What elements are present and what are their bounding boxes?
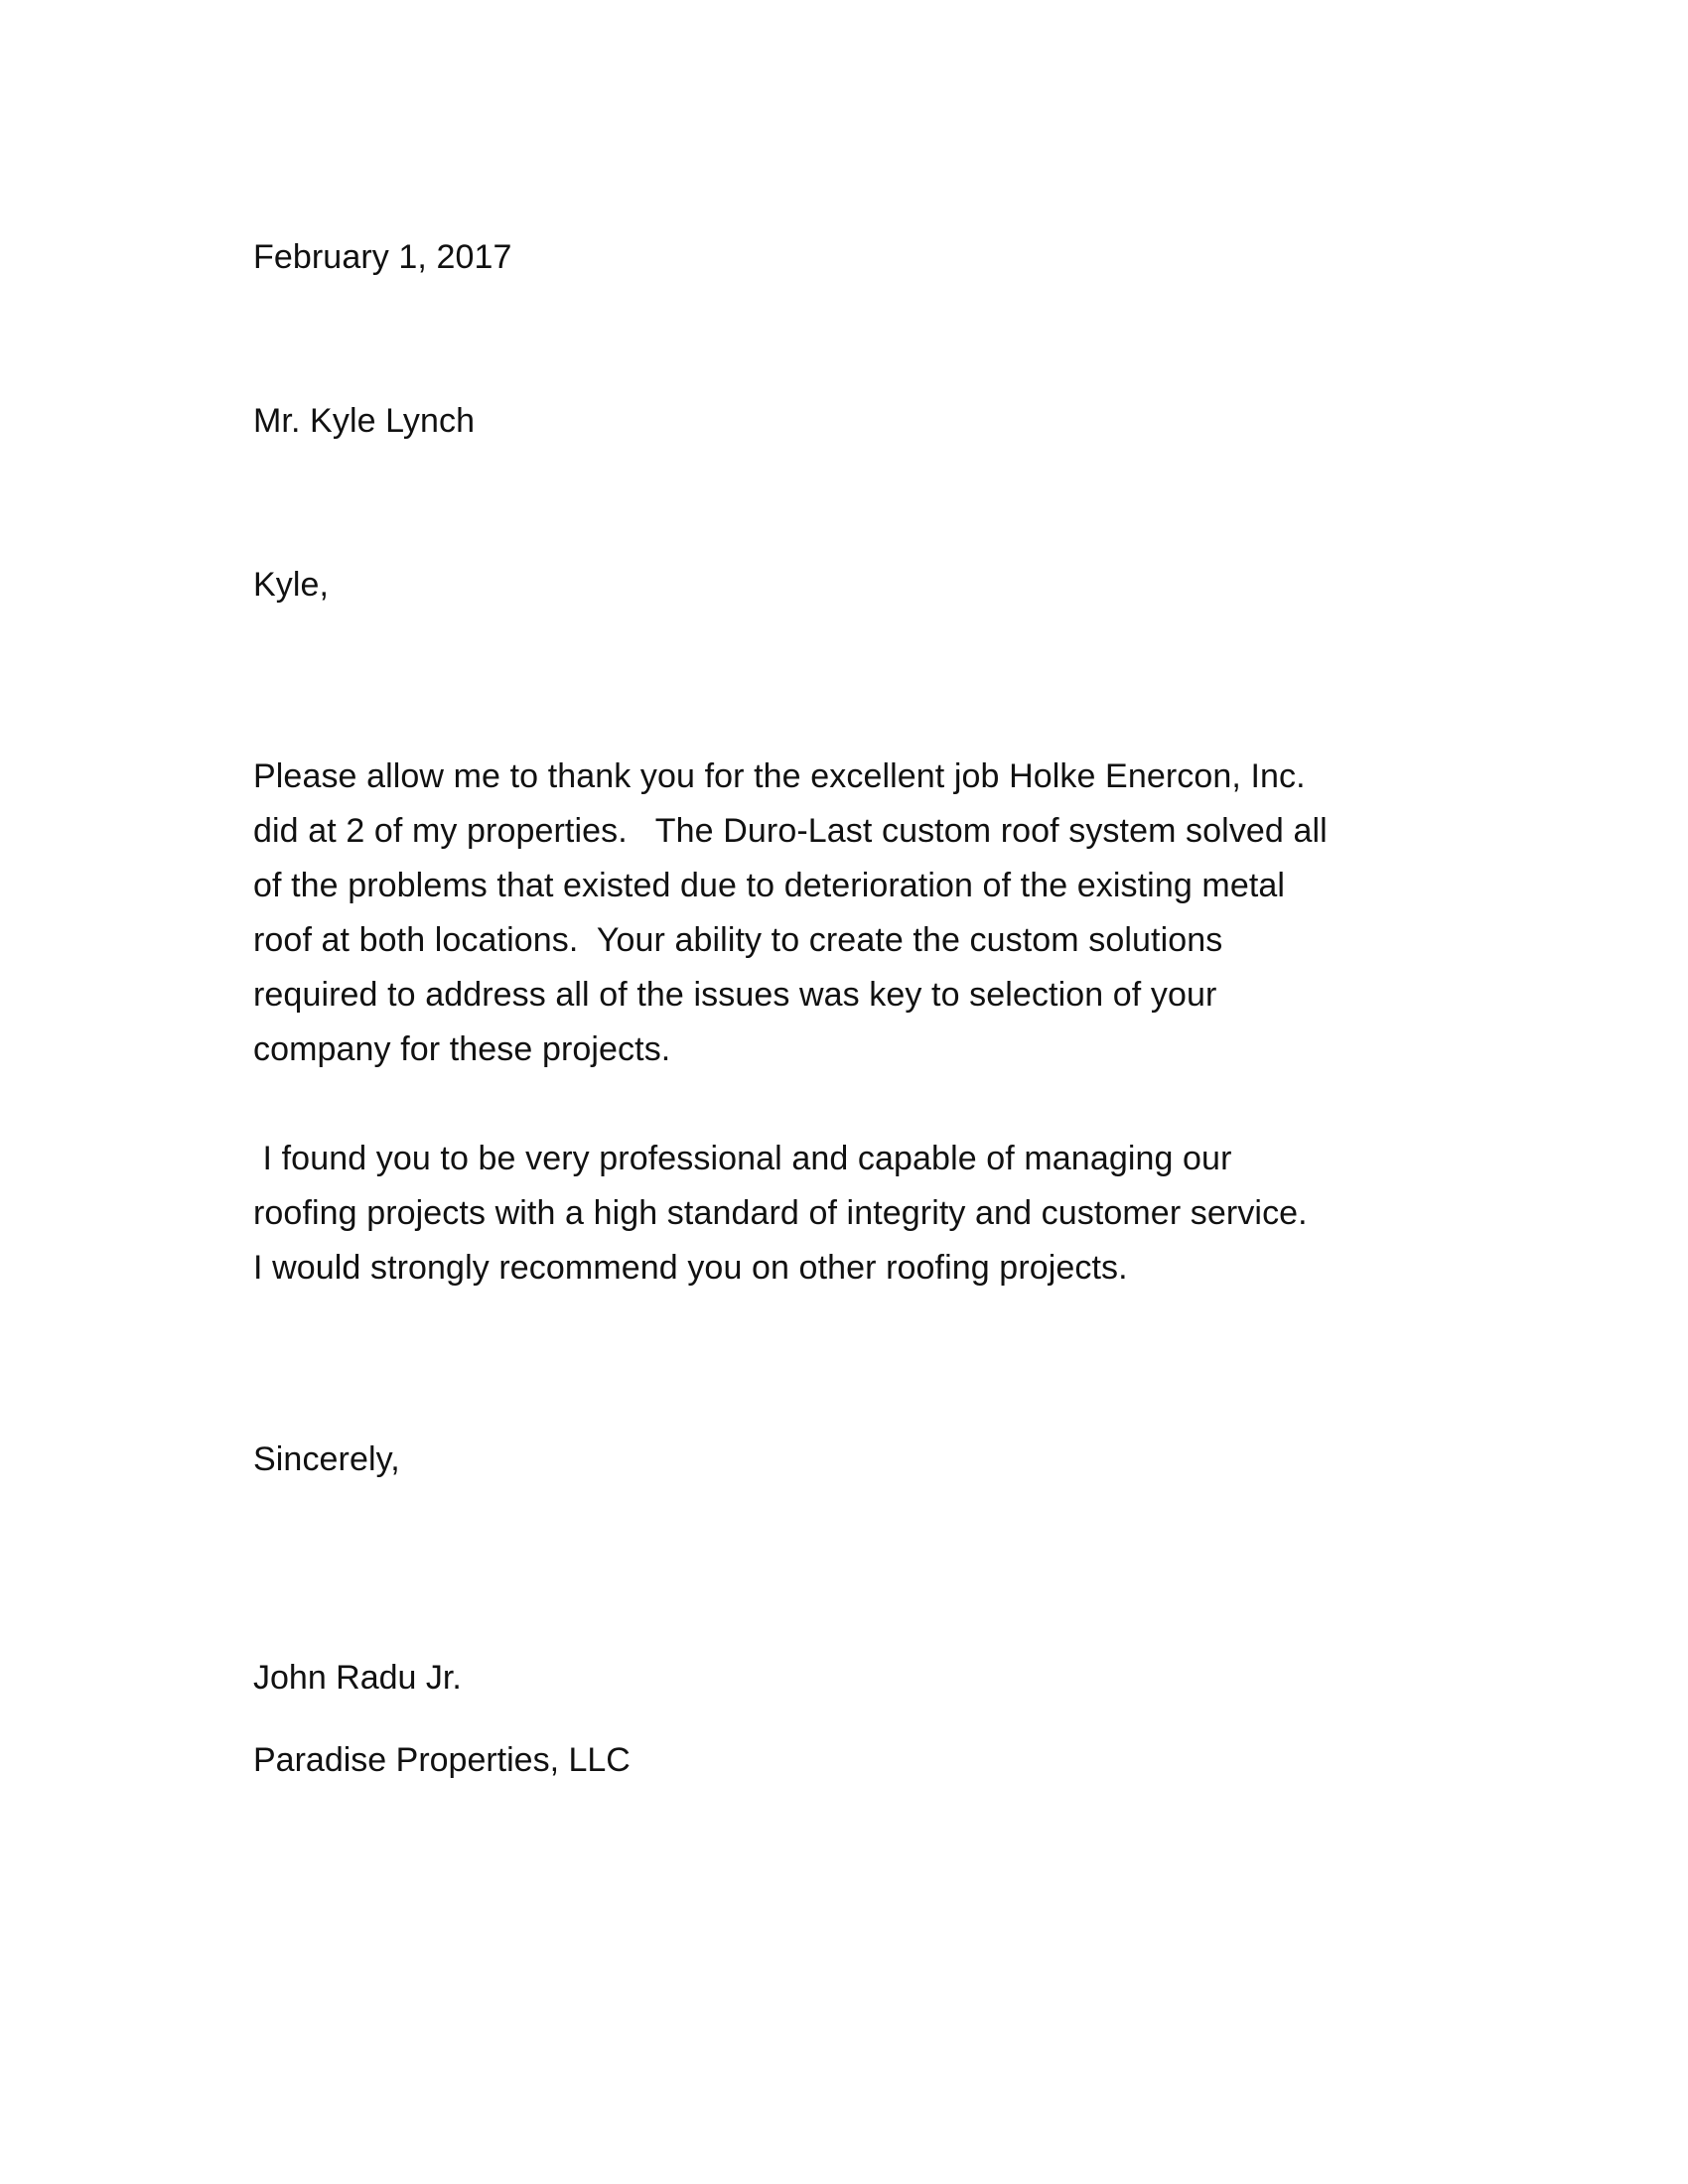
- letter-body: [253, 230, 1395, 1788]
- paragraph-1-line: company for these projects.: [253, 1030, 671, 1068]
- recipient-name: Mr. Kyle Lynch: [253, 402, 476, 440]
- recipient-block: [253, 394, 1395, 449]
- paragraph-1-line: required to address all of the issues was key to selection of your: [253, 976, 1217, 1014]
- salutation-block: [253, 558, 1395, 613]
- paragraph-2-line: I found you to be very professional and capable of managing our: [253, 1140, 1232, 1177]
- closing-salutation: Sincerely,: [253, 1440, 400, 1478]
- paragraph-1-line: Please allow me to thank you for the excellent job Holke Enercon, Inc.: [253, 757, 1306, 795]
- spacer-signature-inner: [253, 1706, 1395, 1733]
- signature-block: [253, 1651, 1395, 1788]
- closing-block: [253, 1433, 1395, 1487]
- spacer-before-closing-2: [253, 1405, 1395, 1433]
- spacer-between-paragraphs: [253, 1077, 1395, 1132]
- paragraph-1-line: of the problems that existed due to deterioration of the existing metal: [253, 867, 1286, 904]
- spacer-signature-gap-2: [253, 1596, 1395, 1651]
- paragraph-1-line: roof at both locations. Your ability to create the custom solutions: [253, 921, 1223, 959]
- signer-company: Paradise Properties, LLC: [253, 1741, 631, 1779]
- paragraph-2-line: roofing projects with a high standard of integrity and customer service.: [253, 1194, 1308, 1232]
- spacer-after-date: [253, 285, 1395, 394]
- body-paragraph-1: [253, 750, 1395, 1077]
- date-block: [253, 230, 1395, 285]
- spacer-after-recipient: [253, 449, 1395, 558]
- salutation: Kyle,: [253, 566, 330, 604]
- paragraph-1-line: did at 2 of my properties. The Duro-Last custom roof system solved all: [253, 812, 1328, 850]
- spacer-before-closing: [253, 1296, 1395, 1405]
- spacer-signature-gap: [253, 1487, 1395, 1596]
- letter-date: February 1, 2017: [253, 238, 512, 276]
- spacer-after-salutation: [253, 613, 1395, 722]
- body-paragraph-2: [253, 1132, 1395, 1296]
- paragraph-2-line: I would strongly recommend you on other roofing projects.: [253, 1249, 1128, 1287]
- signer-name: John Radu Jr.: [253, 1659, 462, 1697]
- spacer-before-body: [253, 722, 1395, 750]
